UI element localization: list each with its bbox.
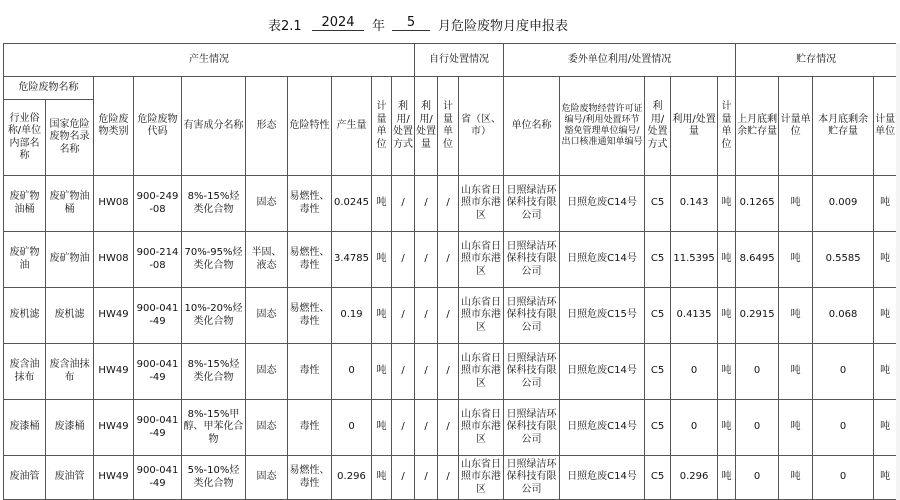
cell-company[interactable]: 日照绿洁环保科技有限公司 [504,400,560,456]
cell-current-unit[interactable]: 吨 [874,288,897,344]
table-row [4,344,897,400]
cell-hazard[interactable]: 易燃性、毒性 [288,232,332,288]
cell-hazard[interactable]: 易燃性、毒性 [288,456,332,500]
cell-current-unit[interactable]: 吨 [874,344,897,400]
cell-current-unit[interactable]: 吨 [874,456,897,500]
cell-current[interactable]: 0 [813,456,874,500]
cell-code[interactable]: 900-041-49 [134,456,182,500]
cell-category[interactable]: HW08 [94,176,134,232]
header-company: 单位名称 [504,77,560,176]
cell-out-unit[interactable]: 吨 [718,176,736,232]
cell-industry[interactable]: 废漆桶 [4,400,46,456]
cell-unit[interactable]: 吨 [372,400,392,456]
cell-out-amount[interactable]: 0 [671,344,718,400]
cell-out-unit[interactable]: 吨 [718,456,736,500]
cell-unit[interactable]: 吨 [372,456,392,500]
cell-self-method[interactable]: / [392,456,415,500]
cell-component[interactable]: 8%-15%烃类化合物 [182,176,246,232]
cell-self-unit[interactable]: / [438,456,459,500]
header-component: 有害成分名称 [182,77,246,176]
header-storage-unit: 计量单位 [779,77,813,176]
header-form: 形态 [246,77,288,176]
cell-component[interactable]: 10%-20%烃类化合物 [182,288,246,344]
cell-code[interactable]: 900-041-49 [134,288,182,344]
cell-industry[interactable]: 废油管 [4,456,46,500]
cell-prev-unit[interactable]: 吨 [779,400,813,456]
cell-company[interactable]: 日照绿洁环保科技有限公司 [504,232,560,288]
title-prefix: 表2.1 [268,19,302,34]
header-self-unit: 计量单位 [438,77,459,176]
table-row [4,176,897,232]
header-prev-storage: 上月底剩余贮存量 [736,77,779,176]
cell-prev-unit[interactable]: 吨 [779,232,813,288]
cell-province[interactable]: 山东省日照市东港区 [459,232,504,288]
cell-out-method[interactable]: C5 [645,176,671,232]
cell-category[interactable]: HW49 [94,288,134,344]
cell-company[interactable]: 日照绿洁环保科技有限公司 [504,288,560,344]
cell-national[interactable]: 废机滤 [46,288,94,344]
cell-code[interactable]: 900-214-08 [134,232,182,288]
cell-license[interactable]: 日照危废C14号 [560,344,645,400]
cell-prev[interactable]: 0.1265 [736,176,779,232]
cell-license[interactable]: 日照危废C15号 [560,288,645,344]
header-out-amount: 利用/处置量 [671,77,718,176]
header-province: 省（区、市） [459,77,504,176]
cell-code[interactable]: 900-041-49 [134,344,182,400]
cell-out-method[interactable]: C5 [645,288,671,344]
cell-industry[interactable]: 废矿物油 [4,232,46,288]
cell-prev[interactable]: 0 [736,400,779,456]
cell-self-unit[interactable]: / [438,400,459,456]
cell-component[interactable]: 8%-15%甲醇、甲苯化合物 [182,400,246,456]
title-month[interactable]: 5 [392,15,430,31]
cell-self-method[interactable]: / [392,344,415,400]
header-out-unit: 计量单位 [718,77,736,176]
cell-self-amount[interactable]: / [415,288,438,344]
cell-company[interactable]: 日照绿洁环保科技有限公司 [504,456,560,500]
cell-unit[interactable]: 吨 [372,176,392,232]
cell-self-amount[interactable]: / [415,176,438,232]
section-production: 产生情况 [4,44,415,77]
header-production-amount: 产生量 [332,77,372,176]
declaration-table [3,43,897,500]
cell-amount[interactable]: 0 [332,344,372,400]
header-code: 危险废物代码 [134,77,182,176]
cell-license[interactable]: 日照危废C14号 [560,176,645,232]
cell-current-unit[interactable]: 吨 [874,232,897,288]
cell-unit[interactable]: 吨 [372,288,392,344]
cell-self-method[interactable]: / [392,176,415,232]
cell-province[interactable]: 山东省日照市东港区 [459,288,504,344]
cell-industry[interactable]: 废机滤 [4,288,46,344]
cell-out-amount[interactable]: 0.4135 [671,288,718,344]
cell-category[interactable]: HW49 [94,400,134,456]
cell-self-method[interactable]: / [392,288,415,344]
cell-self-amount[interactable]: / [415,344,438,400]
cell-form[interactable]: 固态 [246,344,288,400]
cell-current[interactable]: 0 [813,344,874,400]
table-row [4,456,897,500]
cell-amount[interactable]: 0.19 [332,288,372,344]
cell-out-amount[interactable]: 0 [671,400,718,456]
cell-category[interactable]: HW49 [94,456,134,500]
cell-code[interactable]: 900-249-08 [134,176,182,232]
cell-self-method[interactable]: / [392,400,415,456]
cell-self-amount[interactable]: / [415,232,438,288]
cell-prev-unit[interactable]: 吨 [779,176,813,232]
cell-form[interactable]: 固态 [246,176,288,232]
cell-company[interactable]: 日照绿洁环保科技有限公司 [504,344,560,400]
header-industry-name: 行业俗称/单位内部名称 [4,100,46,176]
cell-industry[interactable]: 废含油抹布 [4,344,46,400]
header-unit-cut: 计量单位 [874,77,897,176]
cell-national[interactable]: 废矿物油桶 [46,176,94,232]
cell-component[interactable]: 8%-15%烃类化合物 [182,344,246,400]
cell-amount[interactable]: 0.0245 [332,176,372,232]
header-license: 危险废物经营许可证编号/利用处置环节豁免管理单位编号/出口核准通知单编号 [560,77,645,176]
cell-self-unit[interactable]: / [438,288,459,344]
cell-out-amount[interactable]: 0.296 [671,456,718,500]
title-year-label: 年 [372,19,386,34]
cell-prev[interactable]: 0.2915 [736,288,779,344]
cell-amount[interactable]: 3.4785 [332,232,372,288]
cell-component[interactable]: 70%-95%烃类化合物 [182,232,246,288]
table-row [4,232,897,288]
cell-out-method[interactable]: C5 [645,400,671,456]
cell-prev-unit[interactable]: 吨 [779,456,813,500]
cell-province[interactable]: 山东省日照市东港区 [459,456,504,500]
table-row [4,400,897,456]
title-suffix: 月危险废物月度申报表 [438,19,569,34]
cell-out-amount[interactable]: 0.143 [671,176,718,232]
cell-national[interactable]: 废漆桶 [46,400,94,456]
cell-hazard[interactable]: 易燃性、毒性 [288,176,332,232]
cell-self-amount[interactable]: / [415,456,438,500]
section-self-disposal: 自行处置情况 [415,44,504,77]
cell-province[interactable]: 山东省日照市东港区 [459,400,504,456]
cell-company[interactable]: 日照绿洁环保科技有限公司 [504,176,560,232]
cell-current[interactable]: 0.068 [813,288,874,344]
section-storage: 贮存情况 [736,44,897,77]
cell-current[interactable]: 0.009 [813,176,874,232]
cell-category[interactable]: HW08 [94,232,134,288]
cell-component[interactable]: 5%-10%烃类化合物 [182,456,246,500]
cell-province[interactable]: 山东省日照市东港区 [459,176,504,232]
cell-current[interactable]: 0 [813,400,874,456]
cell-self-unit[interactable]: / [438,176,459,232]
cell-self-amount[interactable]: / [415,400,438,456]
cell-hazard[interactable]: 易燃性、毒性 [288,288,332,344]
cell-category[interactable]: HW49 [94,344,134,400]
cell-self-unit[interactable]: / [438,232,459,288]
cell-out-unit[interactable]: 吨 [718,288,736,344]
header-hazard: 危险特性 [288,77,332,176]
cell-out-method[interactable]: C5 [645,344,671,400]
cell-code[interactable]: 900-041-49 [134,400,182,456]
cell-current[interactable]: 0.5585 [813,232,874,288]
cell-prev-unit[interactable]: 吨 [779,288,813,344]
vertical-scrollbar[interactable] [896,43,900,500]
cell-license[interactable]: 日照危废C14号 [560,456,645,500]
header-unit: 计量单位 [372,77,392,176]
cell-national[interactable]: 废含油抹布 [46,344,94,400]
cell-province[interactable]: 山东省日照市东港区 [459,344,504,400]
cell-out-unit[interactable]: 吨 [718,344,736,400]
cell-out-unit[interactable]: 吨 [718,400,736,456]
cell-hazard[interactable]: 毒性 [288,344,332,400]
header-current-storage: 本月底剩余贮存量 [813,77,874,176]
cell-amount[interactable]: 0 [332,400,372,456]
cell-form[interactable]: 固态 [246,400,288,456]
header-national-name: 国家危险废物名录名称 [46,100,94,176]
header-out-method: 利用/处置方式 [645,77,671,176]
cell-current-unit[interactable]: 吨 [874,176,897,232]
cell-out-amount[interactable]: 11.5395 [671,232,718,288]
cell-national[interactable]: 废矿物油 [46,232,94,288]
cell-prev-unit[interactable]: 吨 [779,344,813,400]
section-entrusted: 委外单位利用/处置情况 [504,44,736,77]
cell-amount[interactable]: 0.296 [332,456,372,500]
cell-current-unit[interactable]: 吨 [874,400,897,456]
cell-self-unit[interactable]: / [438,344,459,400]
cell-prev[interactable]: 0 [736,344,779,400]
cell-license[interactable]: 日照危废C14号 [560,400,645,456]
header-category: 危险废物类别 [94,77,134,176]
header-hw-name: 危险废物名称 [4,77,94,100]
cell-prev[interactable]: 0 [736,456,779,500]
cell-out-unit[interactable]: 吨 [718,232,736,288]
cell-hazard[interactable]: 毒性 [288,400,332,456]
cell-form[interactable]: 固态 [246,288,288,344]
cell-unit[interactable]: 吨 [372,232,392,288]
cell-prev[interactable]: 8.6495 [736,232,779,288]
cell-unit[interactable]: 吨 [372,344,392,400]
cell-industry[interactable]: 废矿物油桶 [4,176,46,232]
header-self-amount: 利用/处置量 [415,77,438,176]
cell-self-method[interactable]: / [392,232,415,288]
title-year[interactable]: 2024 [312,15,364,31]
table-row [4,288,897,344]
cell-form[interactable]: 固态 [246,456,288,500]
cell-out-method[interactable]: C5 [645,232,671,288]
cell-license[interactable]: 日照危废C14号 [560,232,645,288]
report-title [0,0,900,48]
cell-form[interactable]: 半固、液态 [246,232,288,288]
cell-out-method[interactable]: C5 [645,456,671,500]
cell-national[interactable]: 废油管 [46,456,94,500]
header-self-method: 利用/处置方式 [392,77,415,176]
